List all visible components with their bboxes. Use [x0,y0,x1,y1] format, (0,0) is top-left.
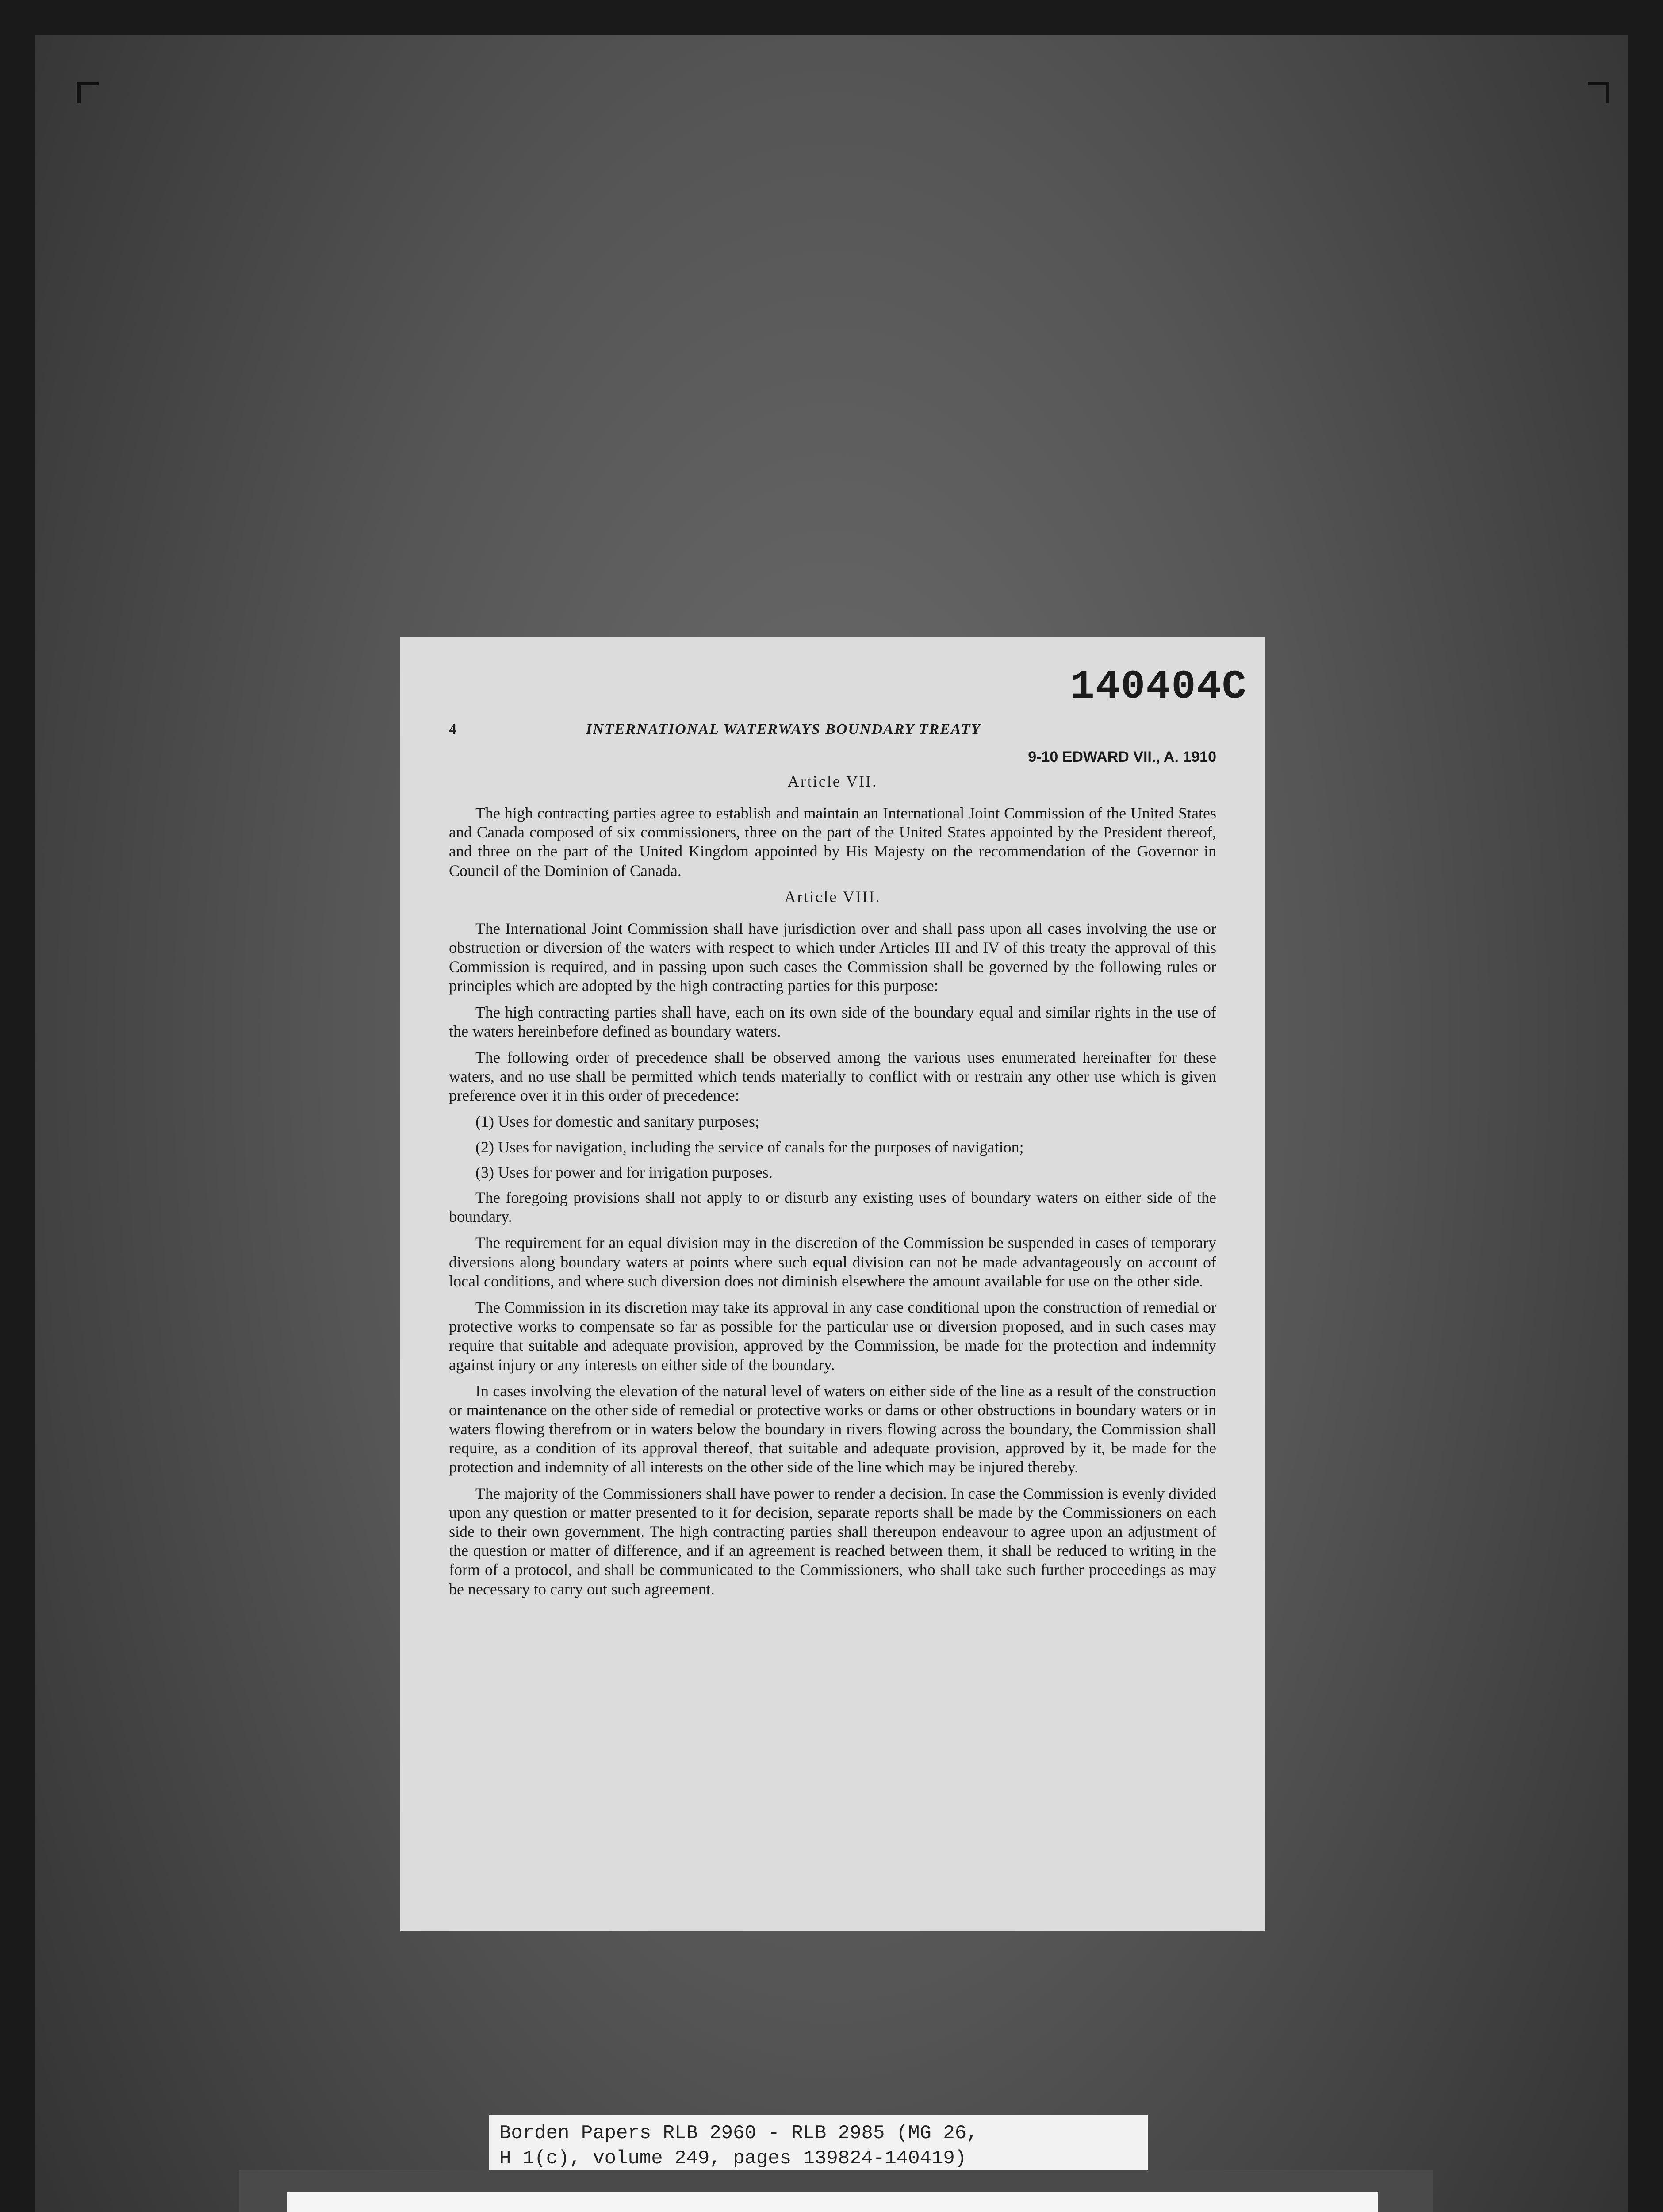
paragraph: The high contracting parties shall have, each on its own side of the boundary equal and similar rights in the use of the waters hereinbefore defined as boundary waters. [449,1003,1216,1040]
paragraph: In cases involving the elevation of the natural level of waters on either side of the line as a result of the construction or maintenance on the other side of remedial or protective works or dams or other obstructions in boundary waters or in waters flowing therefrom or in waters below the boundary in rivers flowing across the boundary, the Commission shall require, as a condition of its approval thereof, that suitable and adequate provision, approved by it, be made for the protection and indemnity of all interests on the other side of the line which may be injured thereby. [449,1382,1216,1476]
use-item: (1) Uses for domestic and sanitary purposes; [475,1113,759,1131]
reference-number: 140404C [1070,664,1247,710]
article-viii-heading: Article VIII. [784,887,881,906]
header-title: INTERNATIONAL WATERWAYS BOUNDARY TREATY [586,721,981,737]
page-header [449,721,1216,738]
use-item: (3) Uses for power and for irrigation purposes. [475,1163,773,1181]
session-label: 9-10 EDWARD VII., A. 1910 [1028,749,1216,765]
paragraph: The International Joint Commission shall have jurisdiction over and shall pass upon all cases involving the use or obstruction or diversion of the waters with respect to which under Articles III and IV of this treaty the approval of this Commission is required, and in passing upon such cases the Commission shall be governed by the following rules or principles which are adopted by the high contracting parties for this purpose: [449,919,1216,995]
paragraph: The Commission in its discretion may take its approval in any case conditional upon the construction of remedial or protective works to compensate so far as possible for the particular use or diversion proposed, and in such cases may require that suitable and adequate provision, approved by the Commission, be made for the protection and indemnity against injury or any interests on either side of the boundary. [449,1298,1216,1374]
document-page [400,637,1265,1931]
paragraph: The requirement for an equal division may in the discretion of the Commission be suspended in cases of temporary diversions along boundary waters at points where such equal division can not be made advantageously on account of local conditions, and where such diversion does not diminish elsewhere the amount available for use on the other side. [449,1234,1216,1290]
slip-line: Borden Papers RLB 2960 - RLB 2985 (MG 26, [499,2122,978,2144]
paragraph: The following order of precedence shall be observed among the various uses enumerated hereinafter for these waters, and no use shall be permitted which tends materially to conflict with or restrain any other use which is given preference over it in this order of precedence: [449,1048,1216,1105]
page-number: 4 [449,721,456,737]
crop-mark-top-left [77,82,99,103]
paragraph: The foregoing provisions shall not apply to or disturb any existing uses of boundary waters on either side of the boundary. [449,1189,1216,1226]
use-item: (2) Uses for navigation, including the service of canals for the purposes of navigation; [475,1138,1024,1156]
crop-mark-top-right [1588,82,1609,103]
paragraph: The majority of the Commissioners shall have power to render a decision. In case the Commission is evenly divided upon any question or matter presented to it for decision, separate reports shall be made by the Commissioners on each side to their own government. The high contracting parties shall thereupon endeavour to agree upon an adjustment of the question or matter of difference, and if an agreement is reached between them, it shall be reduced to writing in the form of a protocol, and shall be communicated to the Commissioners, who shall take such further proceedings as may be necessary to carry out such agreement. [449,1484,1216,1598]
slip-line: H 1(c), volume 249, pages 139824-140419) [499,2147,967,2170]
article-vii-text: The high contracting parties agree to establish and maintain an International Joint Commission of the United States and Canada composed of six commissioners, three on the part of the United States appointed by the President thereof, and three on the part of the United Kingdom appointed by His Majesty on the recommendation of the Governor in Council of the Dominion of Canada. [449,804,1216,879]
archive-label [287,2192,1378,2212]
article-vii-heading: Article VII. [787,772,878,790]
